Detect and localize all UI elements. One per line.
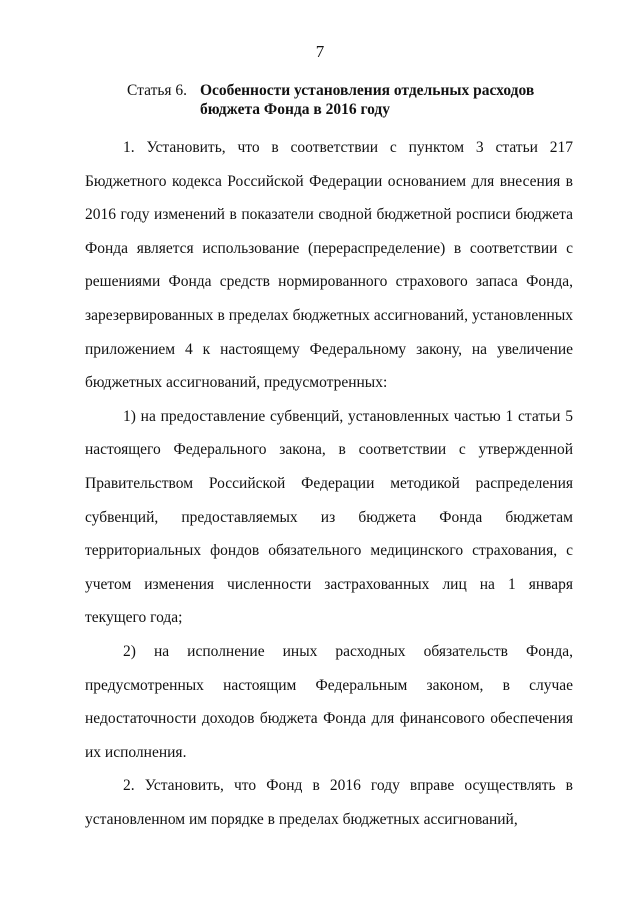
article-label: Статья 6.	[127, 82, 188, 99]
paragraph-1: 1. Установить, что в соответствии с пунктом 3 статьи 217 Бюджетного кодекса Российской Федерации основанием для внесения в 2016 году изменений в показатели сводной бюджетной росписи бюджета Фонда является использование (перераспределение) в соответствии с решениями Фонда средств нормированного страхового запаса Фонда, зарезервированных в пределах бюджетных ассигнований, установленных приложением 4 к настоящему Федеральному закону, на увеличение бюджетных ассигнований, предусмотренных:	[85, 139, 573, 392]
paragraph-sub-2: 2) на исполнение иных расходных обязательств Фонда, предусмотренных настоящим Федеральным законом, в случае недостаточности доходов бюджета Фонда для финансового обеспечения их исполнения.	[85, 642, 573, 761]
paragraph-2: 2. Установить, что Фонд в 2016 году вправе осуществлять в установленном им порядке в пределах бюджетных ассигнований,	[85, 777, 573, 828]
paragraph-sub-1: 1) на предоставление субвенций, установленных частью 1 статьи 5 настоящего Федерального закона, в соответствии с утвержденной Правительством Российской Федерации методикой распределения субвенций, предоставляемых из бюджета Фонда бюджетам территориальных фондов обязательного медицинского страхования, с учетом изменения численности застрахованных лиц на 1 января текущего года;	[85, 407, 573, 627]
article-body	[85, 131, 573, 836]
article-heading	[127, 81, 587, 119]
article-title: Особенности установления отдельных расходов бюджета Фонда в 2016 году	[200, 82, 535, 118]
page-number: 7	[315, 42, 325, 61]
